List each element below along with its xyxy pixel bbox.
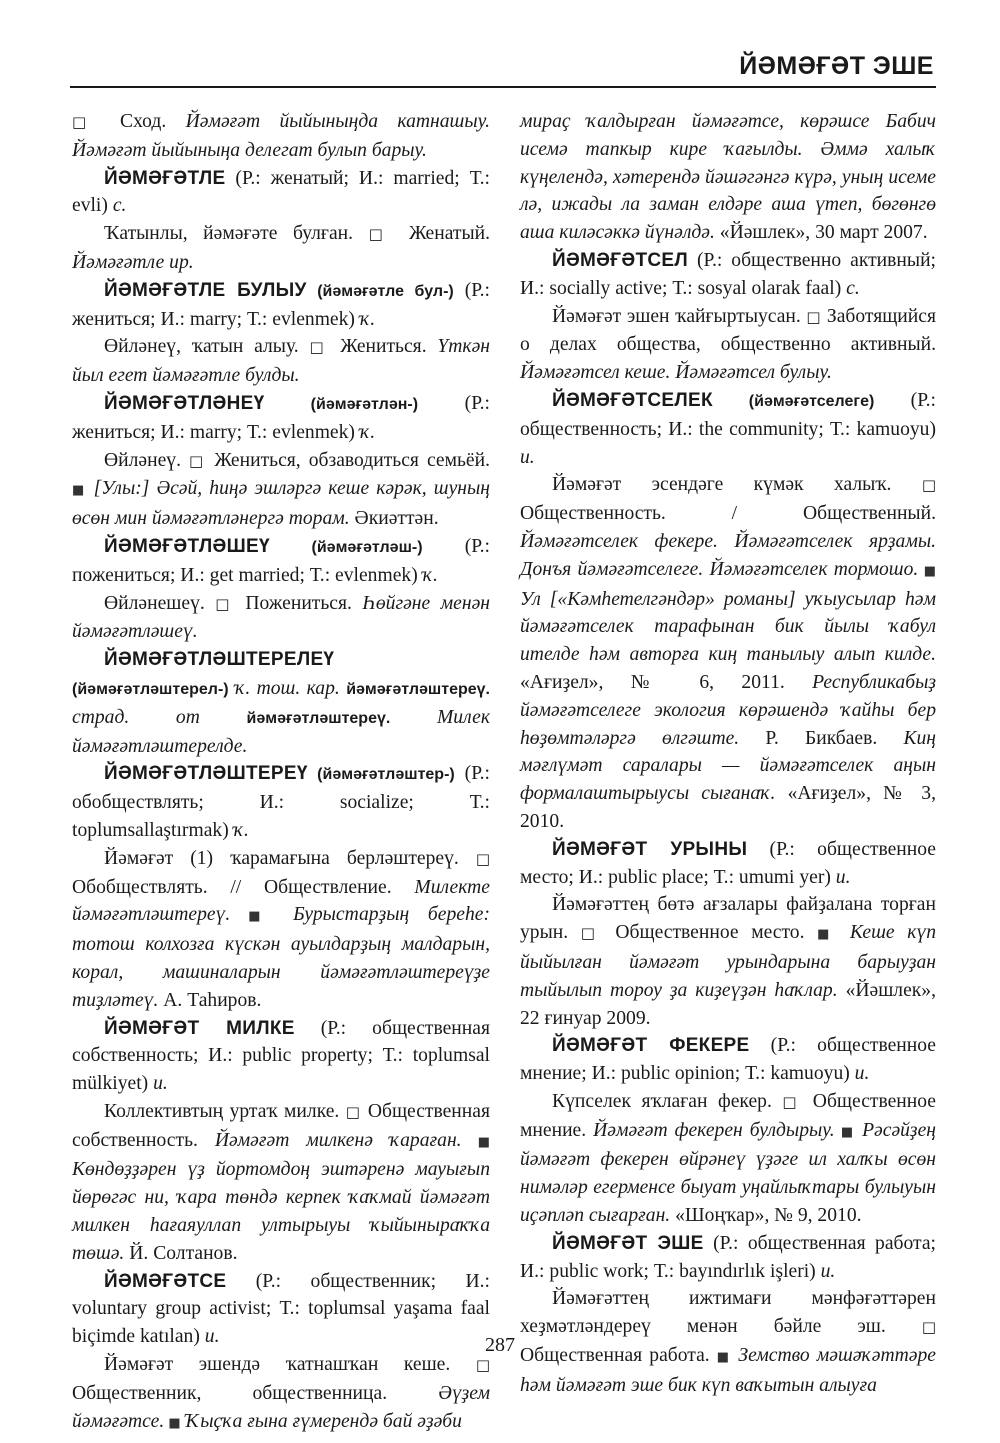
headword: ЙӘМӘҒӘТ ФЕКЕРЕ <box>552 1035 750 1057</box>
grammar-note: страд. от <box>72 706 247 728</box>
translations: (Р.: жениться; И.: marry; Т.: evlenmek) <box>72 279 491 330</box>
entry <box>72 646 490 760</box>
definition <box>72 845 490 1015</box>
translation: Общественная работа. <box>520 1345 717 1367</box>
pos: и. <box>153 1073 168 1095</box>
grammar-note: ҡ. тош. кар. <box>228 677 347 699</box>
headword: ЙӘМӘҒӘТ ЭШЕ <box>552 1232 704 1254</box>
stem: (йәмәғәтселеге) <box>712 392 875 410</box>
headword: ЙӘМӘҒӘТЛӘНЕҮ <box>104 392 265 414</box>
translation: Обобществлять. // Обществление. <box>72 876 415 898</box>
quote: Ул [«Кәмһетелгәндәр» романы] уҡыусылар һәм йәмәғәтселек тарафынан бик йылы ҡабул ителде һәм авторға киң танылыу алып килде. <box>520 588 936 666</box>
square-marker-icon: □ <box>806 307 822 326</box>
definition <box>72 220 490 277</box>
definition <box>72 333 490 390</box>
source: «Шоңҡар», № 9, 2010. <box>670 1205 862 1227</box>
translations: (Р.: общественно активный; И.: socially active; Т.: sosyal olarak faal) <box>520 249 936 299</box>
definition-text: Өйләнеү. <box>104 449 190 471</box>
translation: Общественность. / Общественный. <box>520 503 936 525</box>
translation: Заботящийся о делах общества, общественно активный. <box>520 305 936 356</box>
quote: Көндөҙҙәрен үҙ йортомдоң эштәренә мауығып йөрөгәс ни, ҡара төндә керпек ҡаҡмай йәмәғәт милкен һағаяуллап ултырыуы ҡыйыныраҡҡа төшә. <box>72 1159 490 1264</box>
translations: (Р.: женатый; И.: married; Т.: evli) <box>72 167 490 217</box>
header-rule <box>70 86 936 88</box>
headword: ЙӘМӘҒӘТ МИЛКЕ <box>104 1017 295 1039</box>
headword: ЙӘМӘҒӘТЛӘШТЕРЕҮ <box>104 763 308 785</box>
headword: ЙӘМӘҒӘТСЕЛ <box>552 249 688 271</box>
pos: ҡ. <box>359 308 376 330</box>
entry <box>72 1015 490 1098</box>
headword: ЙӘМӘҒӘТЛӘШТЕРЕЛЕҮ <box>104 649 335 671</box>
quote: Бурыстарҙың береһе: тотош колхозға күскән ауылдарҙың малдарын, корал, машиналарын йәмәғәтләштереүҙе тиҙләтеү. <box>72 904 490 1011</box>
translation: Сход. <box>100 111 186 132</box>
example: Милекте йәмәғәтләштереү. <box>72 876 490 926</box>
stem: (йәмәғәтле бул-) <box>306 282 454 300</box>
quote: Киң мәғлүмәт саралары — йәмәғәтселек аңын формалаштырыусы сығанаҡ. <box>520 727 936 805</box>
stem: (йәмәғәтләш-) <box>269 538 423 556</box>
translations: (Р.: общественная работа; И.: public work; Т.: bayındırlık işleri) <box>520 1232 936 1282</box>
square-marker-icon: □ <box>921 476 936 495</box>
pos: и. <box>835 866 851 888</box>
source: «Ағиҙел», № 6, 2011. <box>520 671 785 693</box>
left-column <box>72 108 490 1437</box>
example: Милек йәмәғәтләштерелде. <box>72 706 490 757</box>
stem: (йәмәғәтләштер-) <box>307 766 455 784</box>
definition-text: Йәмәғәттең бөтә ағзалары файҙалана торған урын. <box>520 894 936 944</box>
entry-continuation <box>520 108 936 247</box>
entry-continuation <box>72 108 490 165</box>
definition-text: Йәмәғәт (1) ҡарамағына берләштереү. <box>104 847 476 869</box>
black-square-icon: ■ <box>834 1124 856 1140</box>
translations: (Р.: общественная собственность; И.: public property; Т.: toplumsal mülkiyet) <box>72 1017 490 1095</box>
square-marker-icon: □ <box>309 338 330 357</box>
square-marker-icon: □ <box>345 1102 362 1121</box>
quote: Кеше күп йыйылған йәмәғәт урындарына барыуҙан тыйылып тороу ҙа киҙеүҙән һаҡлар. <box>520 922 936 1001</box>
black-square-icon: ■ <box>72 483 87 499</box>
pos: ҡ. <box>359 421 376 443</box>
definition-text: Өйләнешеү. <box>104 592 216 614</box>
entry <box>520 387 936 471</box>
definition-text: Йәмәғәттең ижтимағи мәнфәғәттәрен хеҙмәтләндереү менән бәйле эш. <box>520 1288 936 1338</box>
entry <box>72 533 490 590</box>
pos: с. <box>112 195 127 217</box>
definition <box>72 447 490 533</box>
pos: и. <box>520 446 535 468</box>
definition <box>520 471 936 835</box>
entry <box>72 277 490 334</box>
entry <box>520 1230 936 1286</box>
running-head: ЙӘМӘҒӘТ ЭШЕ <box>739 52 934 80</box>
black-square-icon: ■ <box>164 1415 181 1431</box>
square-marker-icon: □ <box>189 451 207 470</box>
translation: Общественное мнение. <box>520 1090 936 1141</box>
example: Йәмәғәтселек фекере. Йәмәғәтселек ярҙамы. Донъя йәмәғәтселегe. Йәмәғәтселек тормошо. <box>520 530 936 580</box>
headword: ЙӘМӘҒӘТЛЕ <box>104 167 226 189</box>
translations: (Р.: общественное мнение; И.: public opinion; Т.: kamuoyu) <box>520 1035 937 1085</box>
square-marker-icon: □ <box>475 1356 490 1375</box>
quote: Ҡыҫҡа ғына ғүмерендә бай әҙәби <box>180 1410 462 1432</box>
translations: (Р.: жениться; И.: marry; Т.: evlenmek) <box>72 392 490 443</box>
entry <box>72 760 490 844</box>
cross-ref: йәмәғәтләштереү. <box>246 709 391 727</box>
source: Әкиәттән. <box>349 508 439 530</box>
black-square-icon: ■ <box>716 1350 732 1366</box>
definition-text: Йәмәғәт эсендәге күмәк халыҡ. <box>552 474 922 496</box>
translation: Женатый. <box>393 223 490 245</box>
example: Йәмәғәтсел кеше. Йәмәғәтсел булыу. <box>520 362 832 384</box>
example: Һөйгәне менән йәмәғәтләшеү. <box>72 592 490 643</box>
pos: ҡ. <box>233 819 249 841</box>
quote: Рәсәйҙең йәмәғәт фекерен өйрәнеү үҙәге ил халҡы өсөн нимәләр егерменсе быуат уңайлыҡтары булыуын иҫәпләп сығарған. <box>520 1119 936 1227</box>
pos: и. <box>854 1063 870 1085</box>
quote: Республикабыҙ йәмәғәтселеге экология көрәшендә ҡайһы бер һөҙөмтәләргә өлгәште. <box>520 671 936 749</box>
cross-ref: йәмәғәтләштереү. <box>346 680 490 698</box>
entry <box>520 1032 936 1088</box>
translations: (Р.: общественное место; И.: public place; Т.: umumi yer) <box>520 838 936 888</box>
example: Йәмәғәт милкенә ҡараған. <box>214 1129 462 1151</box>
entry <box>72 165 490 221</box>
square-marker-icon: □ <box>921 1318 936 1337</box>
black-square-icon: ■ <box>817 927 838 943</box>
headword: ЙӘМӘҒӘТЛЕ БУЛЫУ <box>104 279 307 301</box>
translation: Общественная собственность. <box>72 1100 490 1151</box>
source: «Ағиҙел», № 3, 2010. <box>520 783 936 832</box>
headword: ЙӘМӘҒӘТСЕ <box>104 1270 227 1292</box>
definition <box>72 590 490 647</box>
definition-text: Йәмәғәт эшендә ҡатнашҡан кеше. <box>104 1354 476 1376</box>
example: Йәмәғәт йыйыныңда катнашыу. Йәмәғәт йыйыныңа делегат булып барыу. <box>72 111 490 161</box>
headword: ЙӘМӘҒӘТСЕЛЕК <box>552 389 713 411</box>
definition-text: Өйләнеү, ҡатын алыу. <box>104 336 310 358</box>
square-marker-icon: □ <box>782 1092 803 1111</box>
source: Р. Бикбаев. <box>739 727 878 749</box>
quote: Земство мәшәҡәттәре һәм йәмәғәт эше бик күп ваҡытын алыуға <box>520 1345 936 1396</box>
translations: (Р.: обобществлять; И.: socialize; Т.: toplumsallaştırmak) <box>72 763 490 841</box>
translation: Общественное место. <box>602 922 818 944</box>
square-marker-icon: □ <box>368 225 394 244</box>
stem: (йәмәғәтләштерел-) <box>72 680 229 698</box>
translations: (Р.: пожениться; И.: get married; Т.: evlenmek) <box>72 535 491 586</box>
example: Әүҙем йәмәғәтсе. <box>72 1382 490 1432</box>
page-number: 287 <box>485 1334 515 1356</box>
headword: ЙӘМӘҒӘТЛӘШЕҮ <box>104 535 270 557</box>
black-square-icon: ■ <box>461 1134 490 1150</box>
quote: мираҫ ҡалдырған йәмәғәтсе, көрәшсе Бабич исемә тапкыр кире ҡағылды. Әммә халыҡ күңелендә, хәтерендә йәшәгәнгә күрә, уның исеме лә, ижады ла заман елдәре аша үтеп, бөгөнгө аша киләсәккә йүнәлдә. <box>520 111 936 244</box>
translation: Общественник, общественница. <box>72 1382 439 1404</box>
source: Й. Солтанов. <box>124 1242 238 1264</box>
headword: ЙӘМӘҒӘТ УРЫНЫ <box>552 838 748 860</box>
pos: и. <box>204 1326 220 1348</box>
definition <box>520 1088 936 1230</box>
square-marker-icon: □ <box>72 113 101 131</box>
definition <box>520 891 936 1032</box>
definition <box>72 1351 490 1437</box>
translation: Жениться. <box>329 336 438 358</box>
definition <box>520 303 936 387</box>
definition <box>72 1098 490 1268</box>
example: Үткән йыл егет йәмәғәтле булды. <box>72 336 490 387</box>
square-marker-icon: □ <box>475 849 490 868</box>
black-square-icon: ■ <box>230 909 275 925</box>
square-marker-icon: □ <box>580 924 603 943</box>
right-column <box>520 108 936 1400</box>
definition-text: Коллективтың уртаҡ милке. <box>104 1100 346 1122</box>
entry <box>520 836 936 892</box>
black-square-icon: ■ <box>918 563 936 579</box>
definition-text: Йәмәғәт эшен ҡайғыртыусан. <box>552 305 807 327</box>
square-marker-icon: □ <box>215 594 235 613</box>
stem: (йәмәғәтлән-) <box>264 395 419 413</box>
pos: с. <box>846 277 860 299</box>
pos: и. <box>820 1260 836 1282</box>
entry <box>72 390 490 447</box>
example: Йәмәғәтле ир. <box>72 251 194 273</box>
translation: Пожениться. <box>234 592 363 614</box>
entry <box>520 247 936 303</box>
example: Йәмәғәт фекерен булдырыу. <box>593 1119 835 1141</box>
definition-text: Күпселек яҡлаған фекер. <box>552 1090 783 1112</box>
source: «Йәшлек», 30 март 2007. <box>714 222 928 244</box>
source: «Йәшлек», 22 ғинуар 2009. <box>520 979 936 1029</box>
translation: Жениться, обзаводиться семьёй. <box>206 449 490 471</box>
source: А. Таһиров. <box>158 989 262 1011</box>
translations: (Р.: общественник; И.: voluntary group activist; Т.: toplumsal yaşama faal biçimde katılan) <box>72 1270 490 1348</box>
definition-text: Ҡатынлы, йәмәғәте булған. <box>104 223 369 245</box>
pos: ҡ. <box>422 564 438 586</box>
translations: (Р.: общественность; И.: the community; Т.: kamuoyu) <box>520 389 936 440</box>
quote: [Улы:] Әсәй, һиңә эшләргә кеше кәрәк, шуның өсөн мин йәмәғәтләнергә торам. <box>72 478 490 530</box>
